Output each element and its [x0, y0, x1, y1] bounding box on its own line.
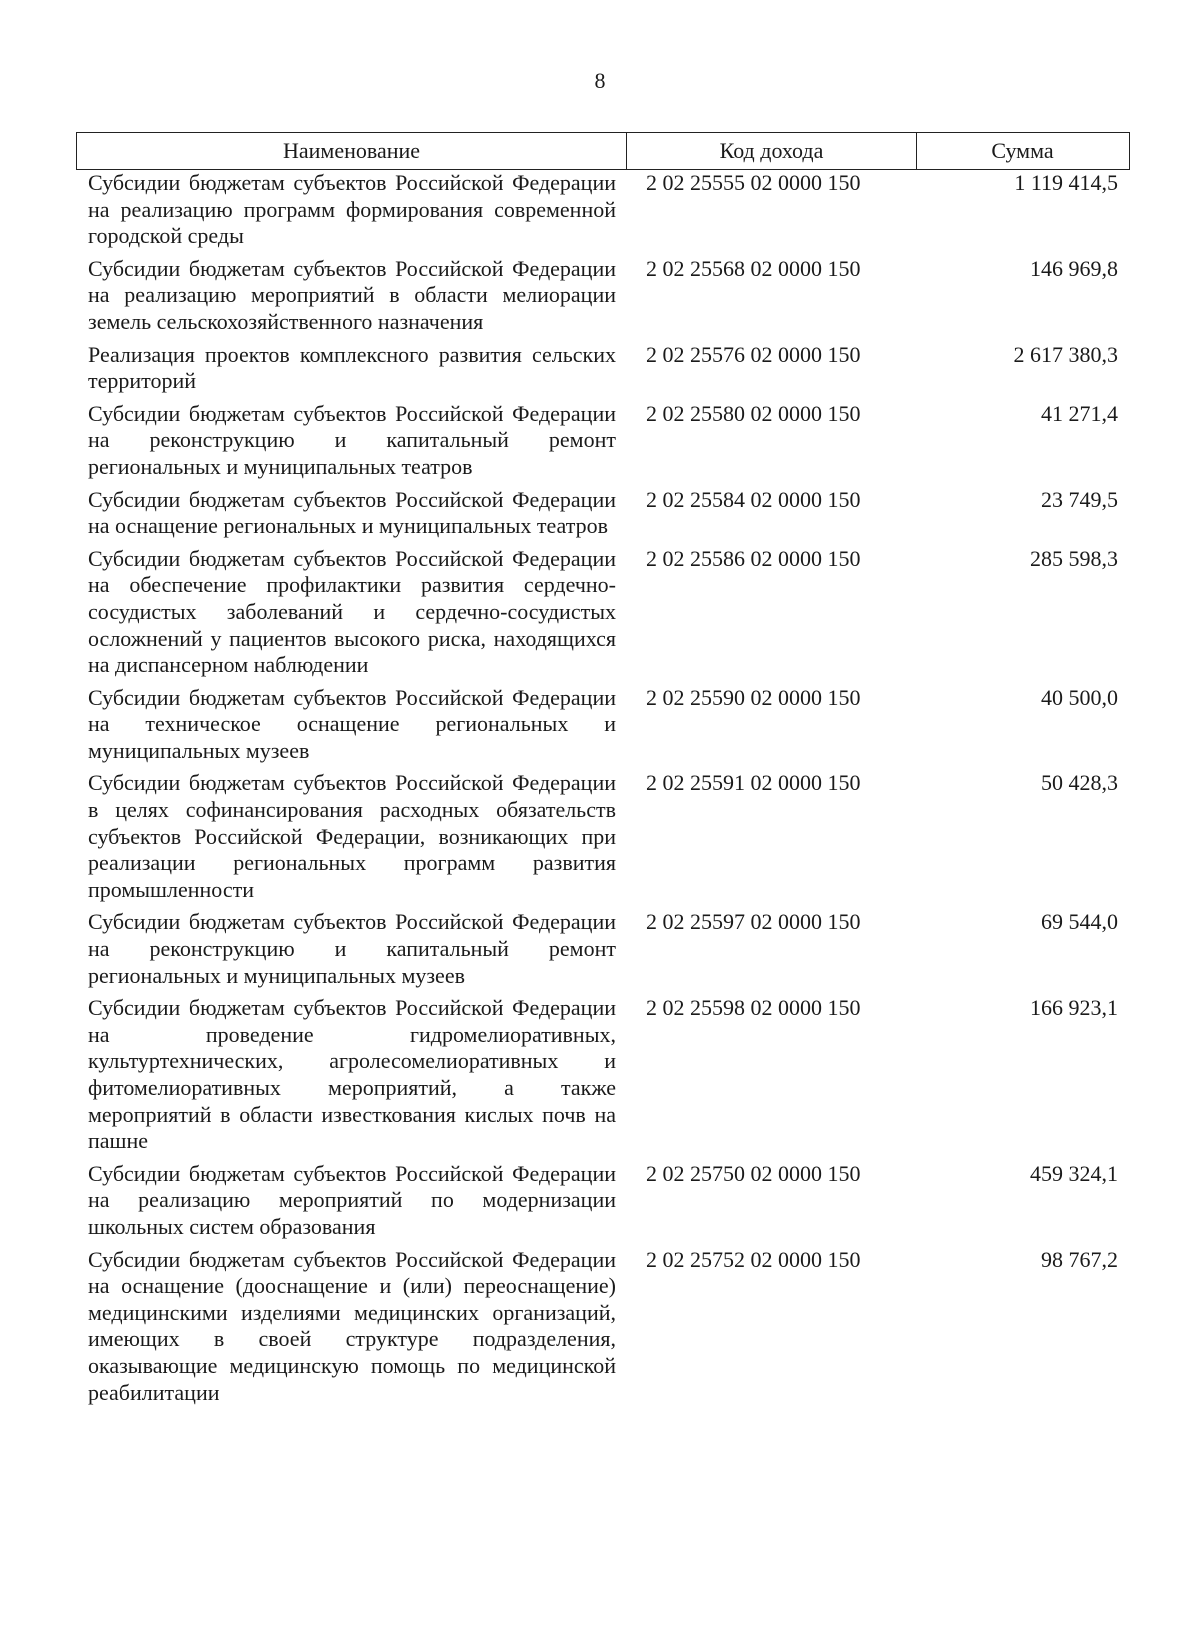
table-row: [76, 1161, 1130, 1241]
table-row: [76, 342, 1130, 395]
row-name: Субсидии бюджетам субъектов Российской Федерации на оснащение региональных и муниципальных театров: [88, 486, 616, 539]
row-code: 2 02 25750 02 0000 150: [646, 1160, 861, 1186]
row-sum: 40 500,0: [1041, 684, 1118, 710]
row-sum: 166 923,1: [1030, 995, 1118, 1021]
row-code: 2 02 25598 02 0000 150: [646, 995, 861, 1021]
row-sum: 98 767,2: [1041, 1246, 1118, 1272]
row-name: Субсидии бюджетам субъектов Российской Федерации на реализацию программ формирования современной городской среды: [88, 170, 616, 249]
row-code: 2 02 25591 02 0000 150: [646, 770, 861, 796]
row-name: Субсидии бюджетам субъектов Российской Федерации на реконструкцию и капитальный ремонт региональных и муниципальных театров: [88, 400, 616, 479]
table-body: [76, 170, 1130, 1406]
table-row: [76, 995, 1130, 1155]
table-row: [76, 909, 1130, 989]
row-name: Субсидии бюджетам субъектов Российской Федерации на реализацию мероприятий в области мелиорации земель сельскохозяйственного назначения: [88, 255, 616, 334]
table-row: [76, 1247, 1130, 1407]
row-name: Субсидии бюджетам субъектов Российской Федерации на техническое оснащение региональных и муниципальных музеев: [88, 684, 616, 763]
row-name: Субсидии бюджетам субъектов Российской Федерации на реконструкцию и капитальный ремонт региональных и муниципальных музеев: [88, 909, 616, 988]
table-row: [76, 170, 1130, 250]
row-code: 2 02 25580 02 0000 150: [646, 400, 861, 426]
row-sum: 146 969,8: [1030, 255, 1118, 281]
row-sum: 2 617 380,3: [1013, 341, 1118, 367]
table-row: [76, 256, 1130, 336]
row-sum: 69 544,0: [1041, 909, 1118, 935]
row-name: Реализация проектов комплексного развития сельских территорий: [88, 341, 616, 394]
row-code: 2 02 25555 02 0000 150: [646, 170, 861, 195]
row-sum: 50 428,3: [1041, 770, 1118, 796]
row-sum: 41 271,4: [1041, 400, 1118, 426]
row-name: Субсидии бюджетам субъектов Российской Федерации на обеспечение профилактики развития сердечно-сосудистых заболеваний и сердечно-сосудистых осложнений у пациентов высокого риска, находящихся на диспансерном наблюдении: [88, 545, 616, 678]
row-code: 2 02 25576 02 0000 150: [646, 341, 861, 367]
row-code: 2 02 25752 02 0000 150: [646, 1246, 861, 1272]
row-sum: 459 324,1: [1030, 1160, 1118, 1186]
table-row: [76, 546, 1130, 679]
row-sum: 1 119 414,5: [1014, 170, 1118, 195]
row-code: 2 02 25586 02 0000 150: [646, 545, 861, 571]
row-code: 2 02 25568 02 0000 150: [646, 255, 861, 281]
row-name: Субсидии бюджетам субъектов Российской Федерации на реализацию мероприятий по модернизации школьных систем образования: [88, 1160, 616, 1239]
header-name: Наименование: [77, 133, 627, 169]
row-code: 2 02 25590 02 0000 150: [646, 684, 861, 710]
row-name: Субсидии бюджетам субъектов Российской Федерации на оснащение (дооснащение и (или) переоснащение) медицинскими изделиями медицинских организаций, имеющих в своей структуре подразделения, оказывающие медицинскую помощь по медицинской реабилитации: [88, 1246, 616, 1405]
table-header: [76, 132, 1130, 170]
row-sum: 23 749,5: [1041, 486, 1118, 512]
table-row: [76, 487, 1130, 540]
row-sum: 285 598,3: [1030, 545, 1118, 571]
header-sum: Сумма: [991, 138, 1054, 163]
header-code: Код дохода: [627, 133, 917, 169]
row-name: Субсидии бюджетам субъектов Российской Федерации в целях софинансирования расходных обязательств субъектов Российской Федерации, возникающих при реализации региональных программ развития промышленности: [88, 770, 616, 902]
table-row: [76, 685, 1130, 765]
table-row: [76, 770, 1130, 903]
table-row: [76, 401, 1130, 481]
page-number: 8: [594, 68, 606, 93]
row-code: 2 02 25584 02 0000 150: [646, 486, 861, 512]
revenue-table: [76, 132, 1130, 1412]
row-code: 2 02 25597 02 0000 150: [646, 909, 861, 935]
row-name: Субсидии бюджетам субъектов Российской Федерации на проведение гидромелиоративных, культуртехнических, агролесомелиоративных и фитомелиоративных мероприятий, а также мероприятий в области известкования кислых почв на пашне: [88, 995, 616, 1154]
